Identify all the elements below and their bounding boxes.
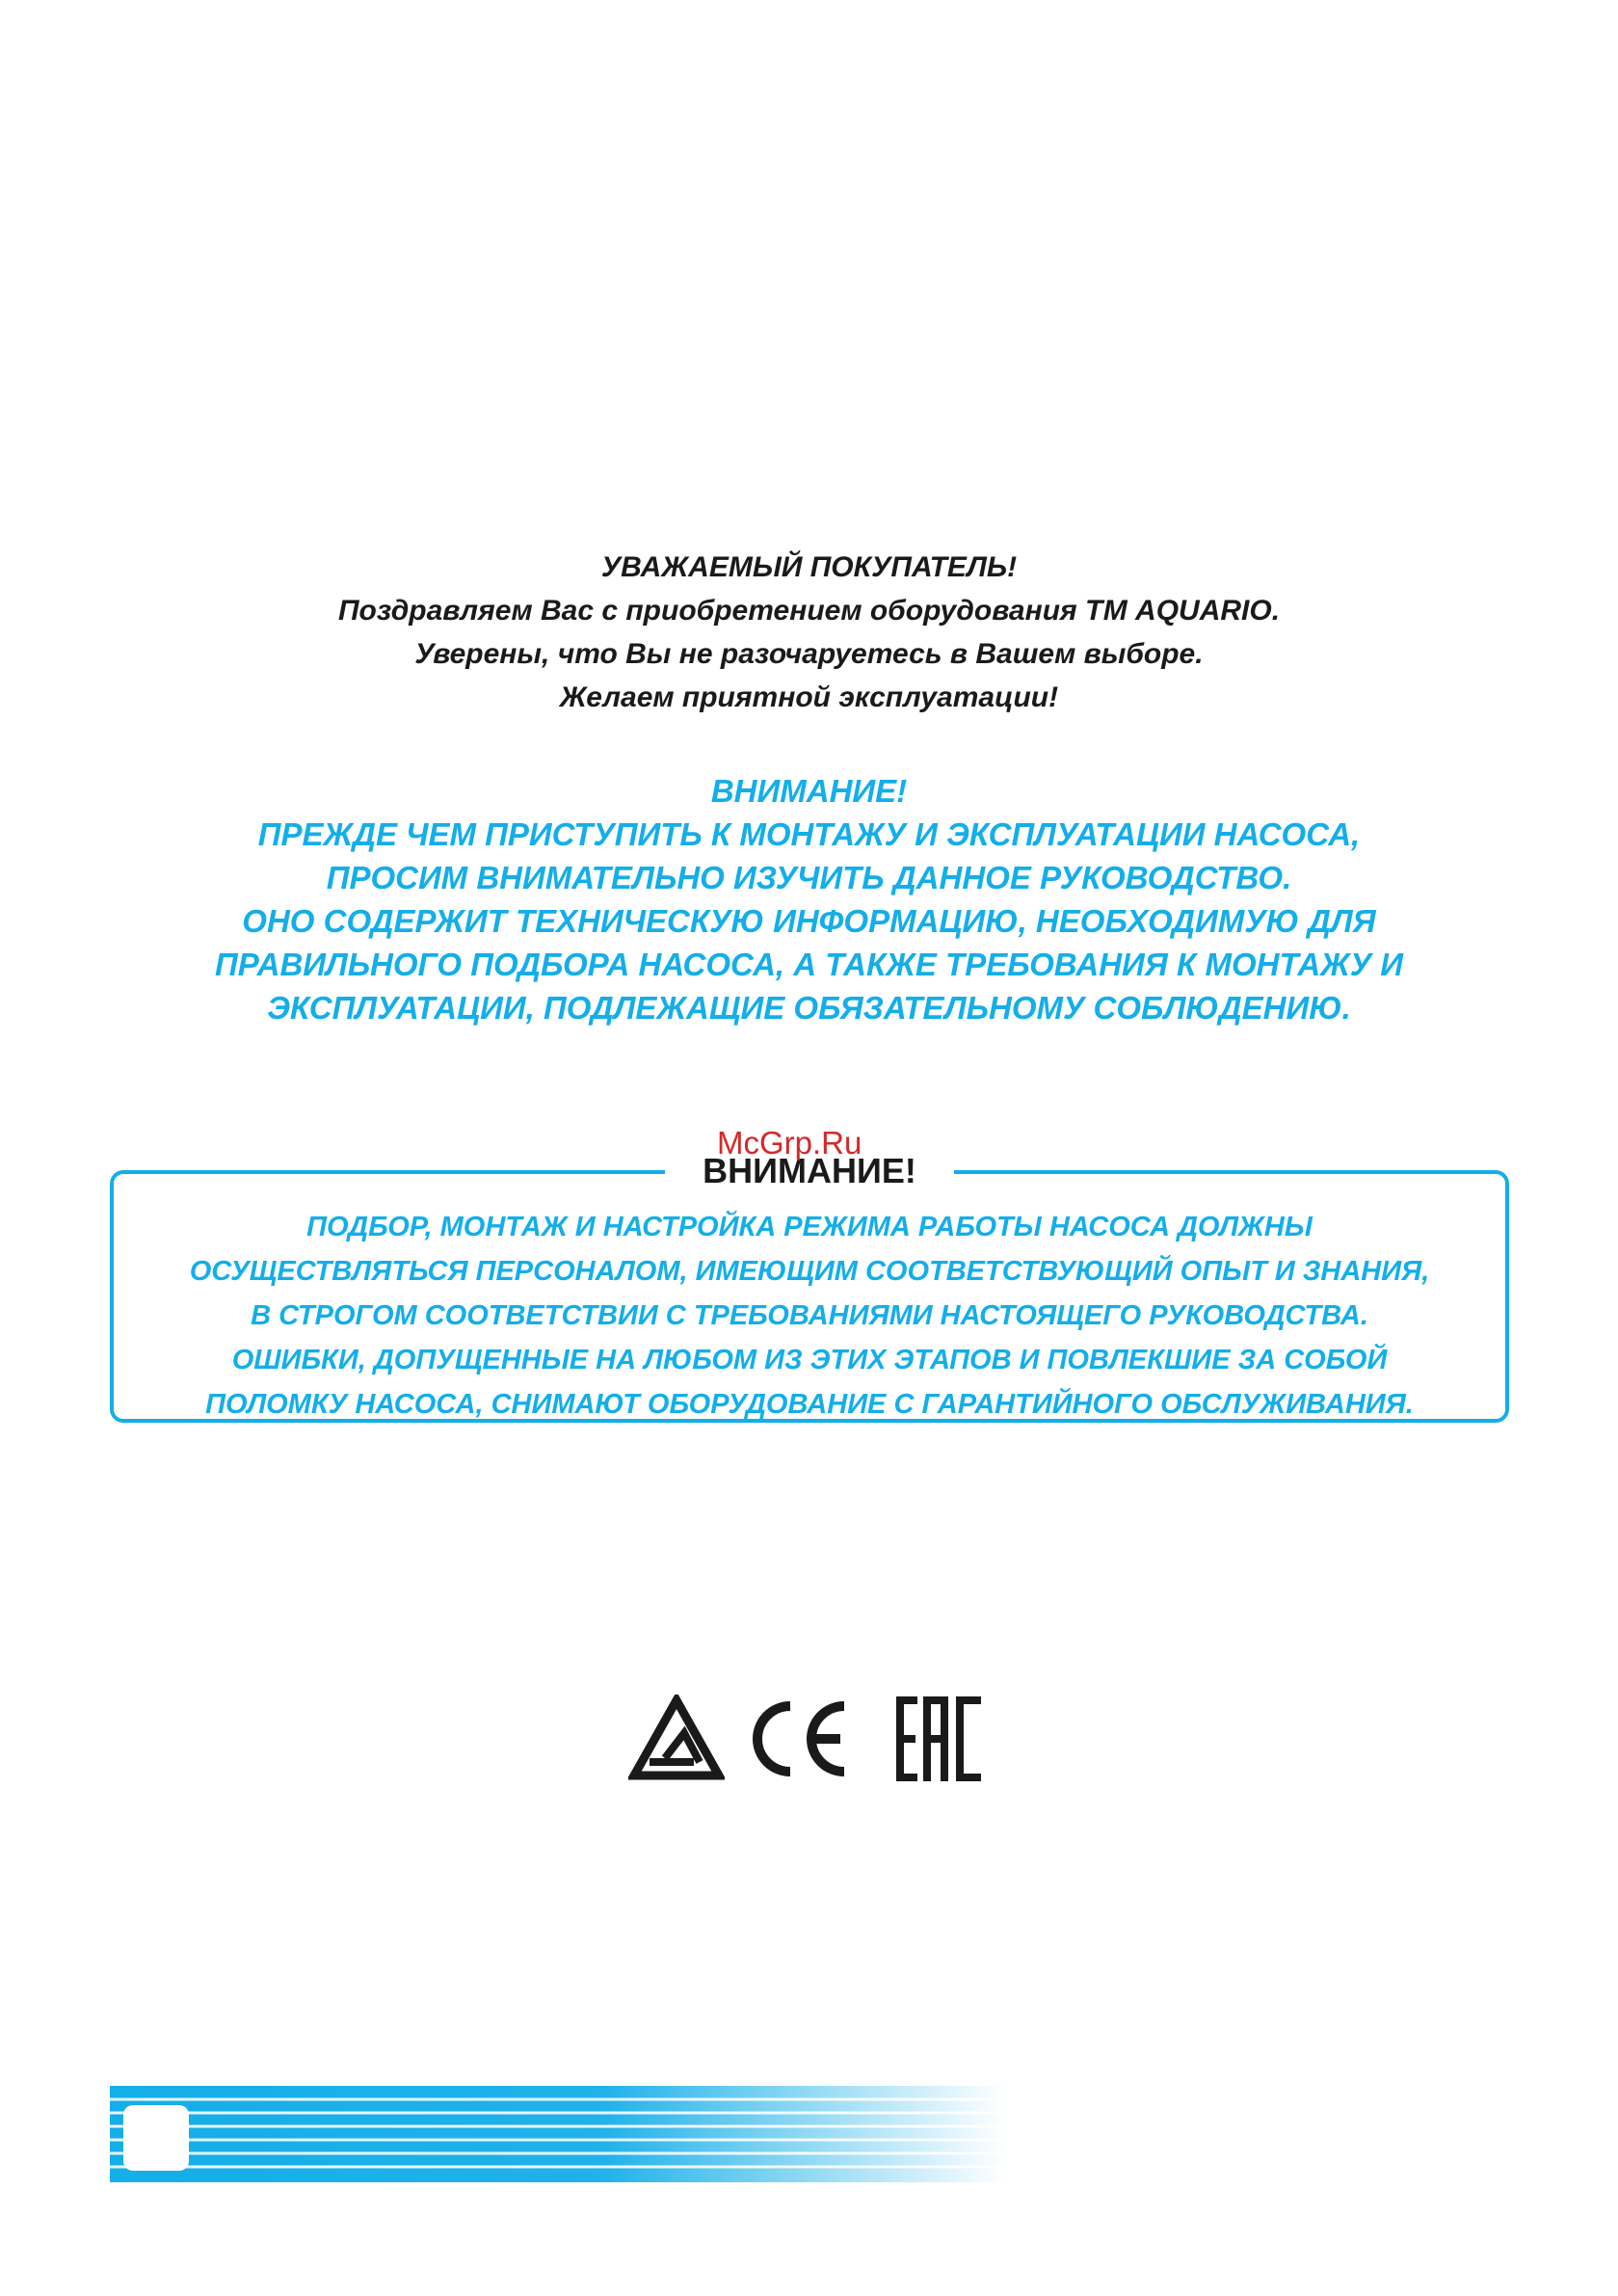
greeting-heading: УВАЖАЕМЫЙ ПОКУПАТЕЛЬ! <box>600 551 1018 583</box>
greeting-line: Уверены, что Вы не разочаруетесь в Вашем выборе. <box>414 638 1204 670</box>
attention-heading: ВНИМАНИЕ! <box>710 773 908 809</box>
greeting-block <box>0 546 1618 719</box>
attention-line: ПРЕЖДЕ ЧЕМ ПРИСТУПИТЬ К МОНТАЖУ И ЭКСПЛУАТАЦИИ НАСОСА, <box>257 816 1361 852</box>
warning-line: ОСУЩЕСТВЛЯТЬСЯ ПЕРСОНАЛОМ, ИМЕЮЩИМ СООТВЕТСТВУЮЩИЙ ОПЫТ И ЗНАНИЯ, <box>189 1256 1430 1287</box>
ce-mark-icon <box>744 1695 850 1783</box>
attention-line: ПРАВИЛЬНОГО ПОДБОРА НАСОСА, А ТАКЖЕ ТРЕБОВАНИЯ К МОНТАЖУ И <box>214 947 1404 982</box>
attention-line: ЭКСПЛУАТАЦИИ, ПОДЛЕЖАЩИЕ ОБЯЗАТЕЛЬНОМУ СОБЛЮДЕНИЮ. <box>267 990 1351 1026</box>
watermark-text: McGrp.Ru <box>717 1125 862 1161</box>
warning-line: ПОЛОМКУ НАСОСА, СНИМАЮТ ОБОРУДОВАНИЕ С ГАРАНТИЙНОГО ОБСЛУЖИВАНИЯ. <box>205 1389 1414 1420</box>
warning-line: ПОДБОР, МОНТАЖ И НАСТРОЙКА РЕЖИМА РАБОТЫ НАСОСА ДОЛЖНЫ <box>306 1212 1313 1242</box>
warning-box-text <box>110 1205 1509 1427</box>
footer-square-mark <box>123 2105 189 2171</box>
warning-line: В СТРОГОМ СООТВЕТСТВИИ С ТРЕБОВАНИЯМИ НАСТОЯЩЕГО РУКОВОДСТВА. <box>251 1300 1368 1331</box>
attention-line: ПРОСИМ ВНИМАТЕЛЬНО ИЗУЧИТЬ ДАННОЕ РУКОВОДСТВО. <box>326 860 1292 895</box>
ukrsepro-triangle-icon <box>628 1695 725 1783</box>
greeting-line: Поздравляем Вас с приобретением оборудования ТМ AQUARIO. <box>337 595 1281 627</box>
warning-box-title: ВНИМАНИЕ! <box>665 1147 954 1195</box>
eac-mark-icon <box>894 1695 983 1783</box>
attention-line: ОНО СОДЕРЖИТ ТЕХНИЧЕСКУЮ ИНФОРМАЦИЮ, НЕОБХОДИМУЮ ДЛЯ <box>242 903 1376 939</box>
warning-line: ОШИБКИ, ДОПУЩЕННЫЕ НА ЛЮБОМ ИЗ ЭТИХ ЭТАПОВ И ПОВЛЕКШИЕ ЗА СОБОЙ <box>231 1345 1388 1375</box>
attention-block <box>0 769 1618 1029</box>
footer-stripes-band <box>110 2086 1006 2182</box>
greeting-line: Желаем приятной эксплуатации! <box>559 681 1059 713</box>
